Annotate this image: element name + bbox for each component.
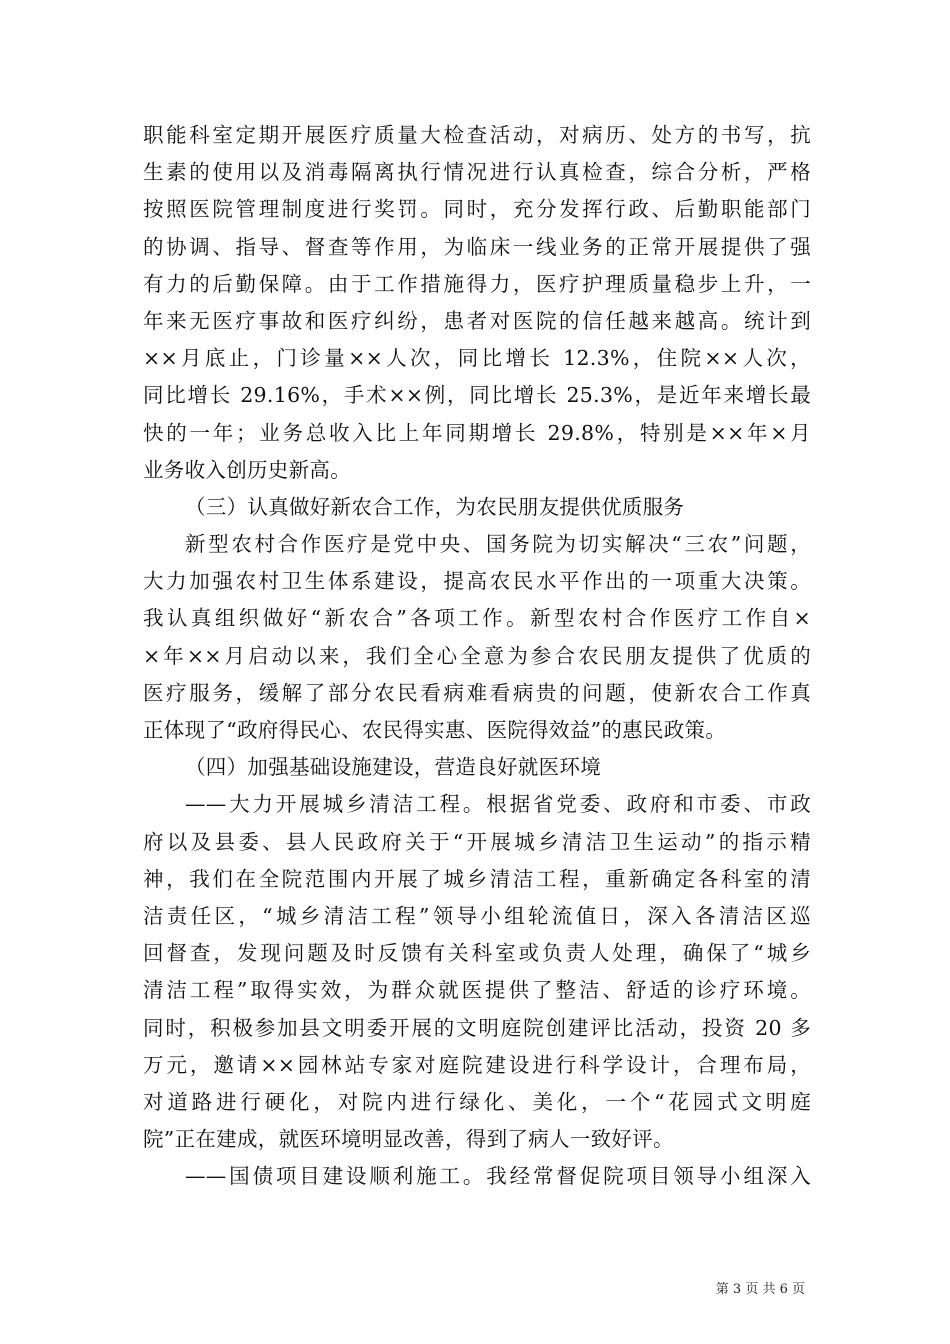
text-line: 年来无医疗事故和医疗纠纷，患者对医院的信任越来越高。统计到: [143, 308, 811, 333]
text-line: 我认真组织做好“新农合”各项工作。新型农村合作医疗工作自×: [143, 606, 811, 631]
text-line: 院”正在建成，就医环境明显改善，得到了病人一致好评。: [143, 1127, 674, 1152]
page-number: 第 3 页 共 6 页: [715, 1282, 805, 1297]
text-line: 医疗服务，缓解了部分农民看病难看病贵的问题，使新农合工作真: [143, 680, 811, 705]
text-line: 同比增长 29.16%，手术××例，同比增长 25.3%，是近年来增长最: [143, 383, 811, 408]
text-line: 正体现了“政府得民心、农民得实惠、医院得效益”的惠民政策。: [143, 718, 727, 742]
text-line: 大力加强农村卫生体系建设，提高农民水平作出的一项重大决策。: [143, 569, 811, 594]
text-line: 新型农村合作医疗是党中央、国务院为切实解决“三农”问题，: [185, 532, 811, 557]
section-heading: （四）加强基础设施建设，营造良好就医环境: [185, 755, 601, 780]
text-line: 的协调、指导、督查等作用，为临床一线业务的正常开展提供了强: [143, 234, 811, 259]
text-line: 万元，邀请××园林站专家对庭院建设进行科学设计，合理布局，: [143, 1052, 811, 1077]
text-line: 按照医院管理制度进行奖罚。同时，充分发挥行政、后勤职能部门: [143, 197, 811, 222]
text-line: 生素的使用以及消毒隔离执行情况进行认真检查，综合分析，严格: [143, 160, 811, 185]
text-line: 清洁工程”取得实效，为群众就医提供了整洁、舒适的诊疗环境。: [143, 978, 811, 1003]
text-line: 同时，积极参加县文明委开展的文明庭院创建评比活动，投资 20 多: [143, 1015, 811, 1040]
text-line: 业务收入创历史新高。: [143, 457, 351, 482]
text-line: ××月底止，门诊量××人次，同比增长 12.3%，住院××人次，: [143, 346, 811, 371]
text-line: ——国债项目建设顺利施工。我经常督促院项目领导小组深入: [185, 1164, 811, 1189]
text-line: 神，我们在全院范围内开展了城乡清洁工程，重新确定各科室的清: [143, 866, 811, 891]
text-line: 对道路进行硬化，对院内进行绿化、美化，一个“花园式文明庭: [143, 1089, 811, 1114]
text-line: ×年××月启动以来，我们全心全意为参合农民朋友提供了优质的: [143, 643, 811, 668]
text-line: 职能科室定期开展医疗质量大检查活动，对病历、处方的书写，抗: [143, 123, 811, 147]
text-line: 府以及县委、县人民政府关于“开展城乡清洁卫生运动”的指示精: [143, 829, 811, 854]
section-heading: （三）认真做好新农合工作，为农民朋友提供优质服务: [185, 494, 685, 519]
text-line: 快的一年；业务总收入比上年同期增长 29.8%，特别是××年×月: [143, 420, 811, 445]
text-line: 有力的后勤保障。由于工作措施得力，医疗护理质量稳步上升，一: [143, 271, 811, 296]
text-line: ——大力开展城乡清洁工程。根据省党委、政府和市委、市政: [185, 792, 811, 817]
document-body: [143, 117, 811, 1195]
text-line: 洁责任区，“城乡清洁工程”领导小组轮流值日，深入各清洁区巡: [143, 903, 811, 928]
text-line: 回督查，发现问题及时反馈有关科室或负责人处理，确保了“城乡: [143, 941, 811, 966]
